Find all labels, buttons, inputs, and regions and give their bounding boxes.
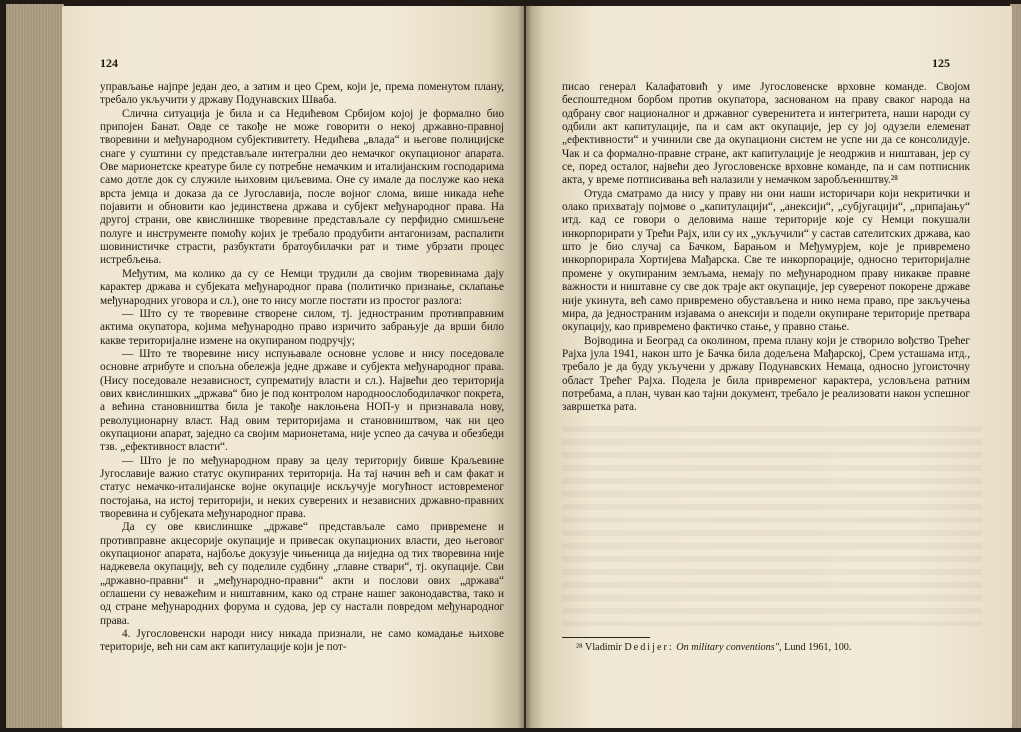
left-page (62, 6, 524, 728)
right-page-body (562, 81, 970, 415)
paragraph: Отуда сматрамо да нису у праву ни они наши историчари који некритички и олако прихватају појмове о „капитулацији“, „анексији“, „субјугацији“, „припајању“ итд. кад се говори о деловима наше територије које су Немци покушали инкорпорирати у Трећи Рајх, или су их „укључили“ у састав сателитских држава, као што је био случај са Бачком, Барањом и Међумурјем, које је привремено инкорпорирала Хортијева Мађарска. Све те инкорпорације, односно територијалне промене у окупираним земљама, немају по међународном праву никакве правне важности и ништавне су све док траје акт окупације, јер суверенот покорене државе није укинута, већ само привремено обустављена и нико нема право, пре закључења мира, да једностраним изјавама о анексији и подели окупиране територије претвара окупацију, као привремено фактичко стање, у правно стање. (562, 187, 970, 334)
footnote-marker: ²⁸ (576, 642, 583, 653)
paragraph: писао генерал Калафатовић у име Југословенске врховне команде. Својом беспоштедном борбом против окупатора, заснованом на праву сваког народа на одбрану свог националног и државног суверенитета и интегритета, наши народи су одбили акт капитулације, па и сам акт окупације, јер су јој одузели елеменат „ефективности“ и учинили све да окупациони систем не успе ни да се консолидује. Чак и са формално-правне стране, акт капитулације је неодржив и ништаван, јер су се, поред осталог, највећи део Југословенске врховне команде, па и сам потписник акта, у време потписивања већ налазили у немачком заробљеништву.²⁸ (562, 81, 970, 187)
paragraph: Слична ситуација је била и са Недићевом Србијом којој је формално био припојен Банат. Овде се такође не може говорити о некој државно-правној творевини и међународном субјективитету. Недићева „влада“ и његове полицијске снаге у суштини су представљале интегрални део немачког окупационог апарата. Ове марионетске креатуре биле су потребне немачким и италијанским господарима само дотле док су служиле њиховим циљевима. Оне су имале да послуже као нека врста јемца и доказа да се Југославија, после војног слома, више никада неће појавити и обновити као јединствена држава и субјект међународног права. На другој страни, ове квислиншке творевине представљале су перфидно смишљене полуге и инструменте помоћу којих је требало продубити антагонизам, распалити шовинистичке страсти, разбуктати братоубилачки рат и тиме убрзати процес истребљења. (100, 107, 504, 267)
paragraph: Међутим, ма колико да су се Немци трудили да својим творевинама дају карактер држава и субјеката међународног права (политичко признање, склапање међународних уговора и сл.), оне то нису могле постати из простог разлога: (100, 267, 504, 307)
left-page-body (100, 81, 504, 655)
footnote-author-first: Vladimir (584, 642, 622, 653)
page-number-right: 125 (932, 56, 950, 70)
paragraph: 4. Југословенски народи нису никада признали, не само комадање њихове територије, већ ни сам акт капитулације који је пот- (100, 628, 504, 654)
footnote-author-last: Dedijer: (624, 642, 674, 653)
paragraph: управљање најпре један део, а затим и цео Срем, који је, према поменутом плану, требало укључити у државу Подунавских Шваба. (100, 81, 504, 107)
book-gutter (518, 6, 532, 728)
left-page-edges (6, 4, 64, 728)
footnote-title: On military conventions", (676, 642, 782, 653)
paragraph: — Што је по међународном праву за целу територију бивше Краљевине Југославије важио статус окупираних територија. На тај начин већ и сам факат и статус немачко-италијанске војне окупације искључује могућност истовременог постојања, на истој територији, и неких суверених и независних државно-правних творевина и субјеката међународног права. (100, 454, 504, 520)
paragraph: Да су ове квислиншке „државе“ представљале само привремене и противправне акцесорије окупације и привесак окупационих власти, део његовог окупационог апарата, најбоље докузује чињеница да ниједна од тих творевина није наджевела окупацију, већ су поделиле судбину „главне ствари“, тј. окупације. Сви „државно-правни“ и „међународно-правни“ акти и послови ових „држава“ оглашени су неважећим и ништавним, како од стране нашег законодавства, тако и од стране међународних форума и судова, јер су настали повредом међународног права. (100, 521, 504, 627)
show-through-text (562, 426, 982, 626)
paragraph: — Што те творевине нису испуњавале основне услове и нису поседовале основне атрибуте и спољна обележја једне државе и субјекта међународног права. (Нису поседовале независност, супрематију власти и сл.). Највећи део територија ових квислиншких „држава“ био је под контролом народноослободилачког покрета, а већина становништва била је такође наклоњена НОП-у и признавала нову, револуционарну власт. Над овим територијама и становништвом, чак ни цео окупациони апарат, заједно са својим марионетама, није успео да сачува и обезбеди тзв. „ефективност власти“. (100, 347, 504, 454)
paragraph: Војводина и Београд са околином, према плану који је створило вођство Трећег Рајха јула 1941, након што је Бачка била додељена Мађарској, Срем усташама итд., требало је да буду укључени у државу Подунавских Немаца, односно југоисточну област Трећег Рајха. Подела је била привременог карактера, условљена ратним потребама, а план, чуван као тајни документ, требало је реализовати након успешног завршетка рата. (562, 334, 970, 414)
paragraph: — Што су те творевине створене силом, тј. једностраним противправним актима окупатора, којима међународно право изричито забрањује да врши било какве територијалне измене на окупираном подручју; (100, 307, 504, 347)
footnote (576, 641, 956, 654)
footnote-rule (562, 637, 650, 638)
footnote-rest: Lund 1961, 100. (784, 642, 852, 653)
right-page (526, 6, 1012, 728)
page-number-left: 124 (100, 56, 118, 70)
